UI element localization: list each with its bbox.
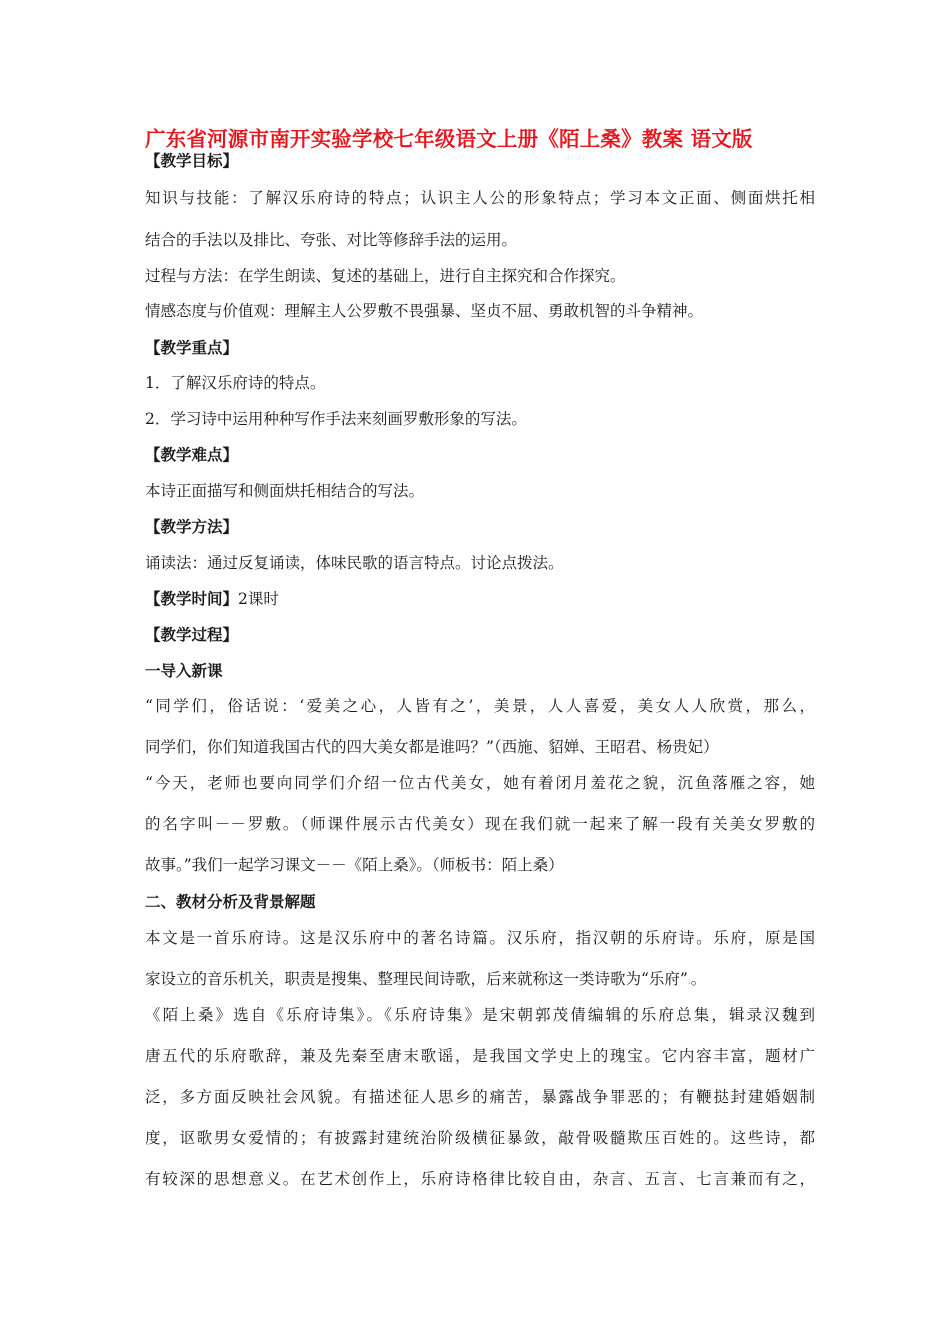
heading-teaching-process: 【教学过程】 (145, 626, 239, 644)
section-heading-intro: 一导入新课 (145, 662, 223, 680)
paragraph-line: 唐五代的乐府歌辞，兼及先秦至唐末歌谣，是我国文学史上的瑰宝。它内容丰富，题材广 (145, 1047, 815, 1065)
paragraph-line: 本诗正面描写和侧面烘托相结合的写法。 (145, 482, 425, 500)
paragraph-line: 过程与方法：在学生朗读、复述的基础上，进行自主探究和合作探究。 (145, 267, 626, 285)
heading-teaching-goals: 【教学目标】 (145, 152, 239, 170)
list-item: 2．学习诗中运用种种写作手法来刻画罗敷形象的写法。 (145, 410, 527, 428)
heading-difficult-points: 【教学难点】 (145, 446, 239, 464)
paragraph-line: 本文是一首乐府诗。这是汉乐府中的著名诗篇。汉乐府，指汉朝的乐府诗。乐府，原是国 (145, 929, 815, 947)
heading-key-points: 【教学重点】 (145, 339, 239, 357)
section-heading-analysis: 二、教材分析及背景解题 (145, 893, 316, 911)
stray-mark: . (687, 977, 691, 987)
paragraph-line: “同学们，俗话说：‘爱美之心，人皆有之’，美景，人人喜爱，美女人人欣赏，那么， (145, 697, 815, 715)
teaching-time-value: 2课时 (238, 590, 279, 608)
paragraph-line: 故事。”我们一起学习课文－－《陌上桑》。（师板书：陌上桑） (145, 856, 564, 874)
paragraph-line: 情感态度与价值观：理解主人公罗敷不畏强暴、坚贞不屈、勇敢机智的斗争精神。 (145, 302, 704, 320)
document-title: 广东省河源市南开实验学校七年级语文上册《陌上桑》教案 语文版 (145, 127, 753, 151)
paragraph-line: 泛，多方面反映社会风貌。有描述征人思乡的痛苦，暴露战争罪恶的；有鞭挞封建婚姻制 (145, 1088, 815, 1106)
paragraph-line: 度，讴歌男女爱情的；有披露封建统治阶级横征暴敛，敲骨吸髓欺压百姓的。这些诗，都 (145, 1129, 815, 1147)
paragraph-line: “今天，老师也要向同学们介绍一位古代美女，她有着闭月羞花之貌，沉鱼落雁之容，她 (145, 774, 815, 792)
paragraph-line: 同学们，你们知道我国古代的四大美女都是谁吗？”（西施、貂婵、王昭君、杨贵妃） (145, 738, 719, 756)
paragraph-text: 家设立的音乐机关，职责是搜集、整理民间诗歌，后来就称这一类诗歌为“乐府” (145, 970, 688, 988)
paragraph-line: 有较深的思想意义。在艺术创作上，乐府诗格律比较自由，杂言、五言、七言兼而有之， (145, 1170, 815, 1188)
paragraph-line: 知识与技能：了解汉乐府诗的特点；认识主人公的形象特点；学习本文正面、侧面烘托相 (145, 189, 815, 207)
teaching-time-line (145, 588, 815, 610)
paragraph-line: 的名字叫－－罗敷。（师课件展示古代美女）现在我们就一起来了解一段有关美女罗敷的 (145, 815, 815, 833)
heading-teaching-methods: 【教学方法】 (145, 518, 239, 536)
paragraph-line: 结合的手法以及排比、夸张、对比等修辞手法的运用。 (145, 231, 518, 249)
list-item: 1．了解汉乐府诗的特点。 (145, 374, 326, 392)
heading-teaching-time: 【教学时间】 (145, 590, 239, 608)
paragraph-line: 诵读法：通过反复诵读，体味民歌的语言特点。讨论点拨法。 (145, 554, 564, 572)
paragraph-line (145, 968, 815, 993)
paragraph-line: 《陌上桑》选自《乐府诗集》。《乐府诗集》是宋朝郭茂倩编辑的乐府总集，辑录汉魏到 (145, 1006, 815, 1024)
paragraph-text: 。 (690, 970, 707, 988)
